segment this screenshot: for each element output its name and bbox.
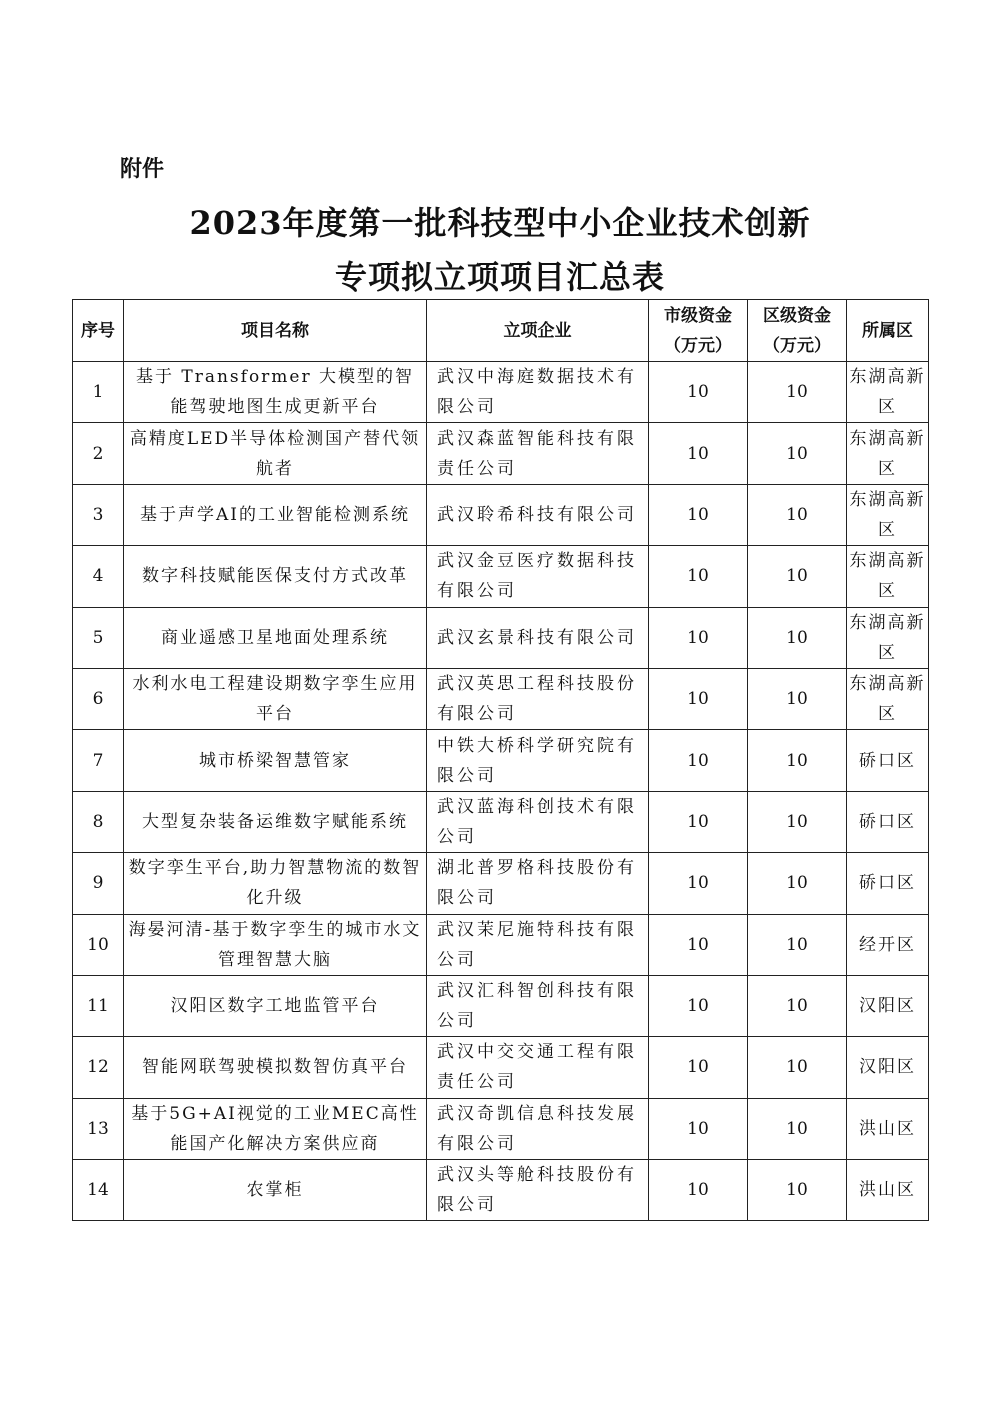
cell-seq: 3 bbox=[73, 484, 124, 545]
cell-company: 武汉玄景科技有限公司 bbox=[427, 607, 649, 668]
cell-district-fund: 10 bbox=[748, 484, 847, 545]
cell-city-fund: 10 bbox=[649, 975, 748, 1036]
cell-district: 东湖高新区 bbox=[847, 423, 929, 484]
cell-seq: 2 bbox=[73, 423, 124, 484]
cell-district: 东湖高新区 bbox=[847, 607, 929, 668]
cell-district-fund: 10 bbox=[748, 668, 847, 729]
cell-city-fund: 10 bbox=[649, 668, 748, 729]
cell-district: 东湖高新区 bbox=[847, 546, 929, 607]
cell-seq: 7 bbox=[73, 730, 124, 791]
cell-seq: 4 bbox=[73, 546, 124, 607]
cell-company: 武汉森蓝智能科技有限责任公司 bbox=[427, 423, 649, 484]
cell-project-name: 汉阳区数字工地监管平台 bbox=[124, 975, 427, 1036]
cell-company: 武汉聆希科技有限公司 bbox=[427, 484, 649, 545]
cell-seq: 12 bbox=[73, 1037, 124, 1098]
table-row bbox=[73, 730, 929, 791]
cell-seq: 9 bbox=[73, 853, 124, 914]
table-row bbox=[73, 791, 929, 852]
cell-district: 洪山区 bbox=[847, 1160, 929, 1221]
cell-project-name: 城市桥梁智慧管家 bbox=[124, 730, 427, 791]
cell-company: 武汉头等舱科技股份有限公司 bbox=[427, 1160, 649, 1221]
cell-project-name: 数字孪生平台,助力智慧物流的数智化升级 bbox=[124, 853, 427, 914]
table-row bbox=[73, 853, 929, 914]
cell-district-fund: 10 bbox=[748, 1037, 847, 1098]
cell-city-fund: 10 bbox=[649, 362, 748, 423]
table-row bbox=[73, 484, 929, 545]
header-city-fund: 市级资金（万元） bbox=[649, 300, 748, 362]
cell-project-name: 海晏河清-基于数字孪生的城市水文管理智慧大脑 bbox=[124, 914, 427, 975]
cell-district-fund: 10 bbox=[748, 853, 847, 914]
table-row bbox=[73, 1160, 929, 1221]
attachment-label: 附件 bbox=[120, 157, 165, 182]
cell-city-fund: 10 bbox=[649, 1037, 748, 1098]
cell-project-name: 农掌柜 bbox=[124, 1160, 427, 1221]
table-row bbox=[73, 1037, 929, 1098]
cell-project-name: 商业遥感卫星地面处理系统 bbox=[124, 607, 427, 668]
cell-city-fund: 10 bbox=[649, 607, 748, 668]
cell-district-fund: 10 bbox=[748, 975, 847, 1036]
cell-district: 硚口区 bbox=[847, 730, 929, 791]
cell-district: 经开区 bbox=[847, 914, 929, 975]
cell-district: 汉阳区 bbox=[847, 1037, 929, 1098]
cell-project-name: 高精度LED半导体检测国产替代领航者 bbox=[124, 423, 427, 484]
cell-seq: 14 bbox=[73, 1160, 124, 1221]
cell-district: 硚口区 bbox=[847, 853, 929, 914]
cell-city-fund: 10 bbox=[649, 791, 748, 852]
cell-project-name: 水利水电工程建设期数字孪生应用平台 bbox=[124, 668, 427, 729]
cell-city-fund: 10 bbox=[649, 853, 748, 914]
table-row bbox=[73, 914, 929, 975]
header-seq: 序号 bbox=[73, 300, 124, 362]
header-company: 立项企业 bbox=[427, 300, 649, 362]
cell-district-fund: 10 bbox=[748, 423, 847, 484]
cell-company: 湖北普罗格科技股份有限公司 bbox=[427, 853, 649, 914]
cell-district-fund: 10 bbox=[748, 1160, 847, 1221]
cell-company: 武汉茉尼施特科技有限公司 bbox=[427, 914, 649, 975]
cell-company: 武汉中交交通工程有限责任公司 bbox=[427, 1037, 649, 1098]
table-row bbox=[73, 423, 929, 484]
cell-company: 武汉汇科智创科技有限公司 bbox=[427, 975, 649, 1036]
cell-seq: 11 bbox=[73, 975, 124, 1036]
title-line-2: 专项拟立项项目汇总表 bbox=[334, 258, 665, 296]
cell-district-fund: 10 bbox=[748, 362, 847, 423]
table-row bbox=[73, 546, 929, 607]
cell-district: 硚口区 bbox=[847, 791, 929, 852]
table-row bbox=[73, 975, 929, 1036]
cell-district: 东湖高新区 bbox=[847, 362, 929, 423]
cell-project-name: 大型复杂装备运维数字赋能系统 bbox=[124, 791, 427, 852]
header-district: 所属区 bbox=[847, 300, 929, 362]
cell-city-fund: 10 bbox=[649, 914, 748, 975]
cell-district: 汉阳区 bbox=[847, 975, 929, 1036]
cell-company: 武汉蓝海科创技术有限公司 bbox=[427, 791, 649, 852]
cell-district-fund: 10 bbox=[748, 914, 847, 975]
cell-district-fund: 10 bbox=[748, 791, 847, 852]
cell-seq: 8 bbox=[73, 791, 124, 852]
cell-company: 武汉金豆医疗数据科技有限公司 bbox=[427, 546, 649, 607]
cell-seq: 13 bbox=[73, 1098, 124, 1159]
cell-project-name: 基于5G+AI视觉的工业MEC高性能国产化解决方案供应商 bbox=[124, 1098, 427, 1159]
cell-district-fund: 10 bbox=[748, 730, 847, 791]
cell-city-fund: 10 bbox=[649, 484, 748, 545]
cell-district: 东湖高新区 bbox=[847, 668, 929, 729]
cell-project-name: 基于 Transformer 大模型的智能驾驶地图生成更新平台 bbox=[124, 362, 427, 423]
cell-project-name: 数字科技赋能医保支付方式改革 bbox=[124, 546, 427, 607]
table-row bbox=[73, 1098, 929, 1159]
header-project-name: 项目名称 bbox=[124, 300, 427, 362]
cell-district-fund: 10 bbox=[748, 546, 847, 607]
cell-project-name: 智能网联驾驶模拟数智仿真平台 bbox=[124, 1037, 427, 1098]
cell-city-fund: 10 bbox=[649, 423, 748, 484]
cell-seq: 10 bbox=[73, 914, 124, 975]
cell-company: 武汉中海庭数据技术有限公司 bbox=[427, 362, 649, 423]
cell-project-name: 基于声学AI的工业智能检测系统 bbox=[124, 484, 427, 545]
cell-city-fund: 10 bbox=[649, 546, 748, 607]
cell-city-fund: 10 bbox=[649, 1098, 748, 1159]
cell-district: 洪山区 bbox=[847, 1098, 929, 1159]
project-summary-table bbox=[72, 299, 929, 1221]
cell-seq: 6 bbox=[73, 668, 124, 729]
cell-district-fund: 10 bbox=[748, 1098, 847, 1159]
table-row bbox=[73, 362, 929, 423]
table-row bbox=[73, 668, 929, 729]
cell-company: 武汉英思工程科技股份有限公司 bbox=[427, 668, 649, 729]
cell-seq: 5 bbox=[73, 607, 124, 668]
header-district-fund: 区级资金（万元） bbox=[748, 300, 847, 362]
cell-company: 武汉奇凯信息科技发展有限公司 bbox=[427, 1098, 649, 1159]
cell-city-fund: 10 bbox=[649, 730, 748, 791]
table-header-row bbox=[73, 300, 929, 362]
title-line-1: 2023年度第一批科技型中小企业技术创新 bbox=[189, 204, 811, 242]
cell-seq: 1 bbox=[73, 362, 124, 423]
cell-city-fund: 10 bbox=[649, 1160, 748, 1221]
cell-company: 中铁大桥科学研究院有限公司 bbox=[427, 730, 649, 791]
table-row bbox=[73, 607, 929, 668]
cell-district-fund: 10 bbox=[748, 607, 847, 668]
cell-district: 东湖高新区 bbox=[847, 484, 929, 545]
